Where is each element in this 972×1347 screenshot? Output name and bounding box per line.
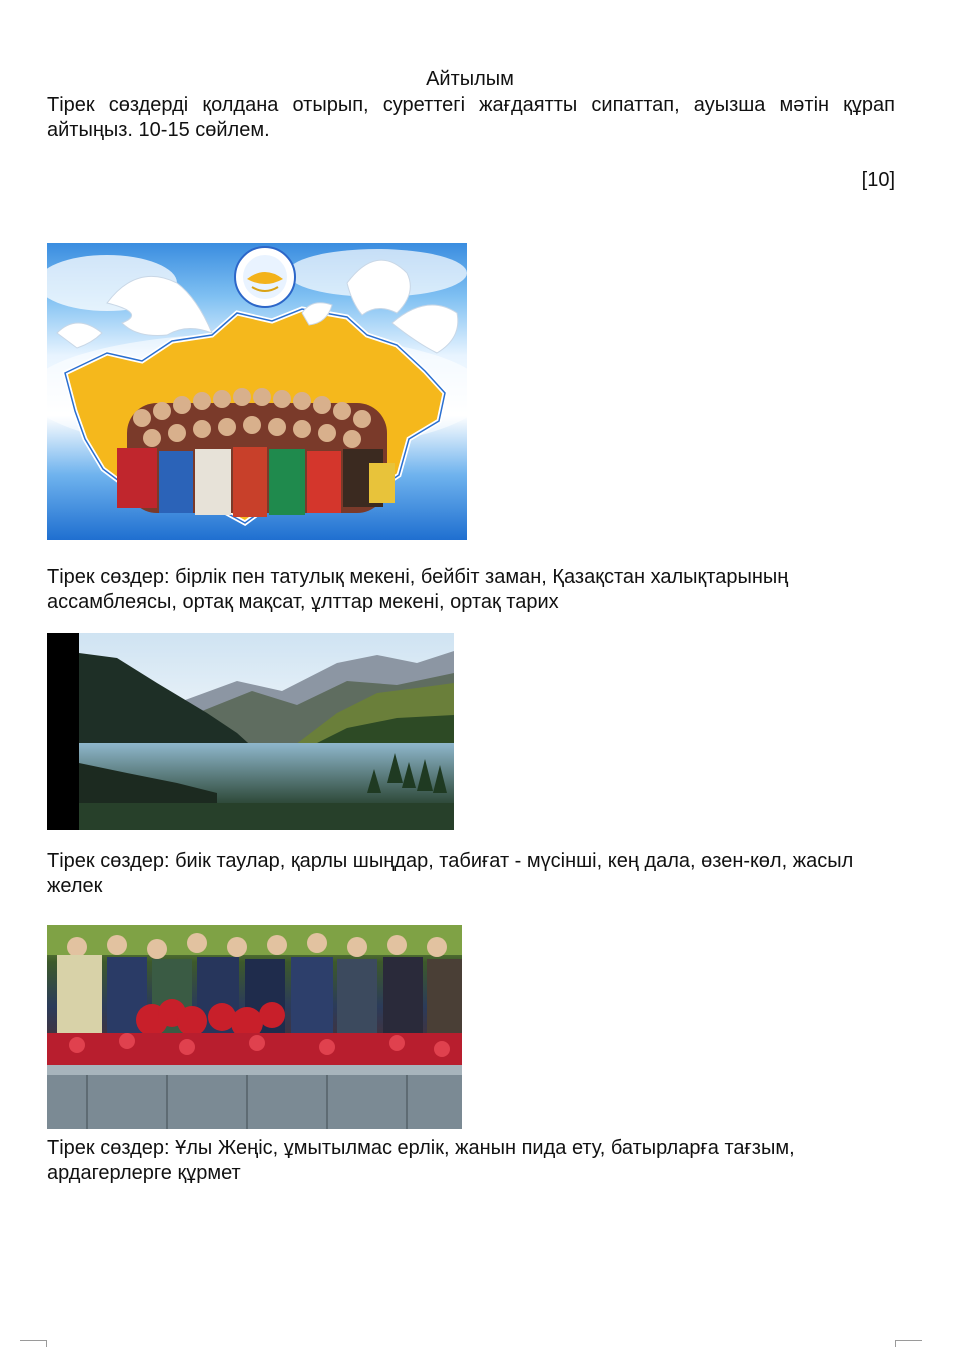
victory-day-ceremony-photo-icon (47, 925, 462, 1129)
keywords-caption-3: Тірек сөздер: Ұлы Жеңіс, ұмытылмас ерлік, жанын пида ету, батырларға тағзым, ардагерлерге құрмет (47, 1137, 795, 1184)
task-instruction: Тірек сөздерді қолдана отырып, суреттегі жағдаятты сипаттап, ауызша мәтін құрап айтыңыз. 10-15 сөйлем. (47, 94, 895, 141)
keywords-caption-2: Тірек сөздер: биік таулар, қарлы шыңдар, табиғат - мүсінші, кең дала, өзен-көл, жасыл желек (47, 850, 854, 897)
assembly-of-peoples-photo-icon (47, 243, 467, 540)
mountain-lake-photo-icon (47, 633, 454, 830)
page-title: Айтылым (426, 68, 514, 90)
keywords-caption-1: Тірек сөздер: бірлік пен татулық мекені, бейбіт заман, Қазақстан халықтарының ассамблеясы, ортақ мақсат, ұлттар мекені, ортақ тарих (47, 566, 789, 613)
marks-label: [10] (861, 169, 895, 191)
